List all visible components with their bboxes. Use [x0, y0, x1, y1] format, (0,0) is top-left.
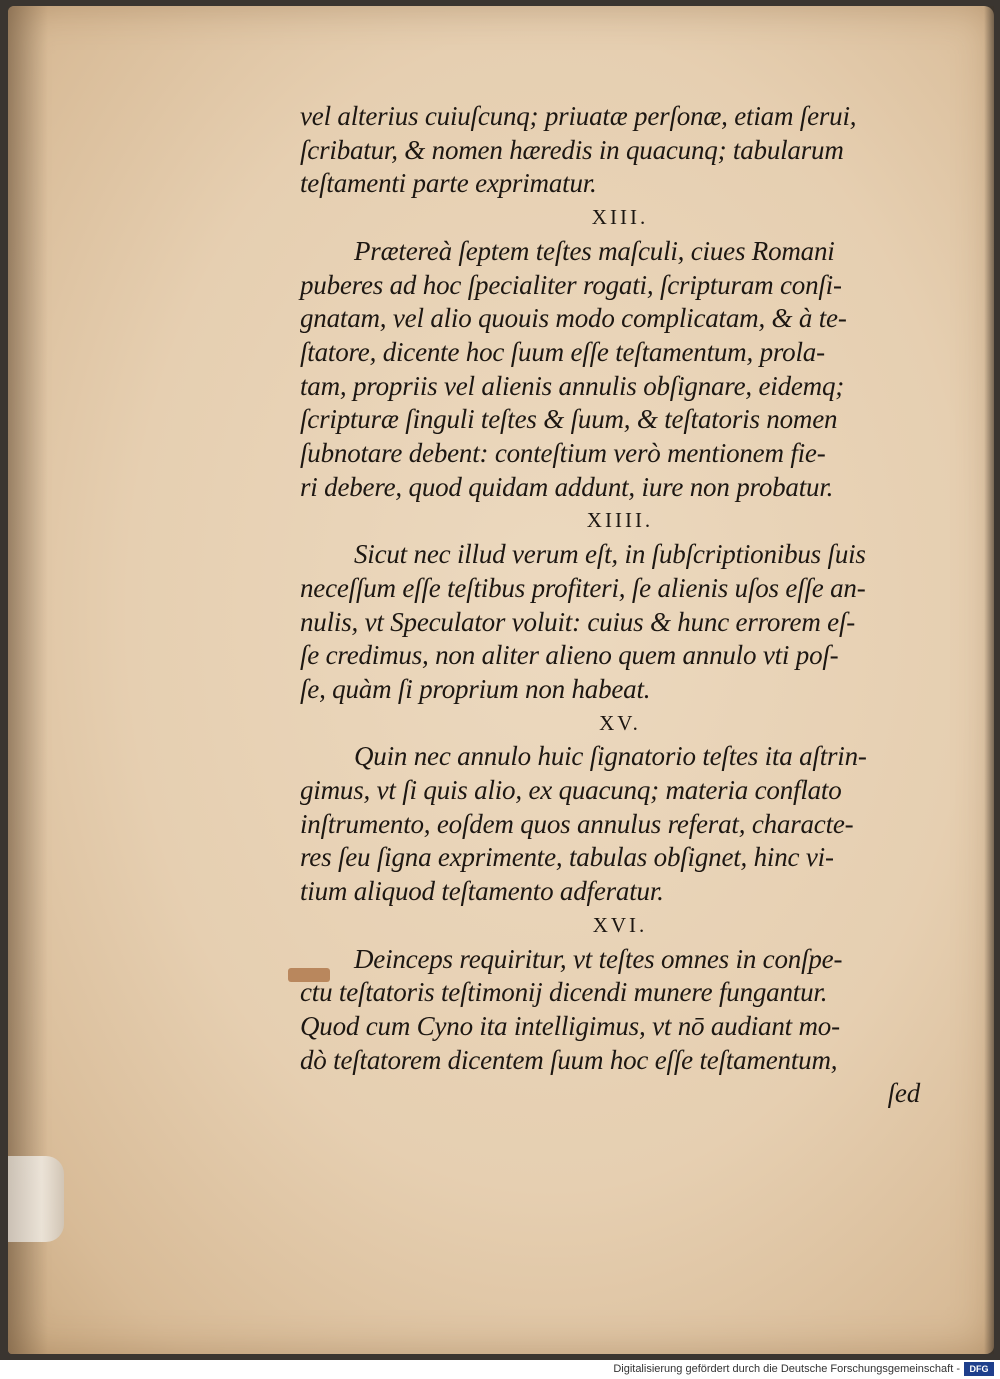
text-line: ſcribatur, & nomen hæredis in quacunq; tabularum: [300, 134, 844, 165]
text-line: inſtrumento, eoſdem quos annulus referat, characte-: [300, 808, 854, 839]
text-line: tium aliquod teſtamento adferatur.: [300, 876, 664, 907]
section-numeral: XIIII.: [586, 508, 654, 533]
text-line: puberes ad hoc ſpecialiter rogati, ſcripturam conſi-: [300, 269, 842, 300]
text-line: ſubnotare debent: conteſtium verò mentionem fie-: [300, 438, 826, 469]
text-line: dò teſtatorem dicentem ſuum hoc eſſe teſtamentum,: [300, 1044, 838, 1075]
text-line: neceſſum eſſe teſtibus profiteri, ſe alienis uſos eſſe an-: [300, 572, 866, 603]
paragraph-first-line: Prætereà ſeptem teſtes maſculi, ciues Romani: [354, 235, 835, 266]
text-line: teſtamenti parte exprimatur.: [300, 168, 597, 199]
paragraph-first-line: Deinceps requiritur, vt teſtes omnes in conſpe-: [354, 943, 843, 974]
section-numeral: XV.: [599, 710, 641, 735]
text-line: gimus, vt ſi quis alio, ex quacunq; materia conflato: [300, 775, 842, 806]
text-line: tam, propriis vel alienis annulis obſignare, eidemq;: [300, 370, 845, 401]
text-line: nulis, vt Speculator voluit: cuius & hunc errorem eſ-: [300, 606, 856, 637]
paragraph-first-line: Sicut nec illud verum eſt, in ſubſcriptionibus ſuis: [354, 539, 866, 570]
text-line: ſe credimus, non aliter alieno quem annulo vti poſ-: [300, 640, 839, 671]
page-clip: [8, 1156, 64, 1242]
section-numeral: XVI.: [592, 912, 648, 937]
paragraph-first-line: Quin nec annulo huic ſignatorio teſtes ita aſtrin-: [354, 741, 867, 772]
page-spine-shadow: [8, 6, 48, 1354]
text-line: ſtatore, dicente hoc ſuum eſſe teſtamentum, prola-: [300, 336, 825, 367]
text-line: ſe, quàm ſi proprium non habeat.: [300, 673, 651, 704]
text-line: res ſeu ſigna exprimente, tabulas obſignet, hinc vi-: [300, 842, 834, 873]
footer-bar: [0, 1360, 1000, 1379]
text-line: ri debere, quod quidam addunt, iure non probatur.: [300, 471, 834, 502]
text-line: vel alterius cuiuſcunq; priuatæ perſonæ, etiam ſerui,: [300, 101, 857, 131]
page-edge-shadow: [984, 6, 994, 1354]
catchword: ſed: [887, 1078, 920, 1109]
text-line: ſcripturæ ſinguli teſtes & ſuum, & teſtatoris nomen: [300, 404, 838, 435]
section-numeral: XIII.: [591, 205, 649, 230]
text-line: gnatam, vel alio quouis modo complicatam, & à te-: [300, 303, 847, 334]
dfg-logo: DFG: [964, 1362, 994, 1376]
funding-credit: Digitalisierung gefördert durch die Deutsche Forschungsgemeinschaft -: [613, 1363, 960, 1375]
document-text: [300, 100, 920, 1111]
text-line: ctu teſtatoris teſtimonij dicendi munere fungantur.: [300, 977, 828, 1008]
text-line: Quod cum Cyno ita intelligimus, vt nō audiant mo-: [300, 1010, 840, 1041]
